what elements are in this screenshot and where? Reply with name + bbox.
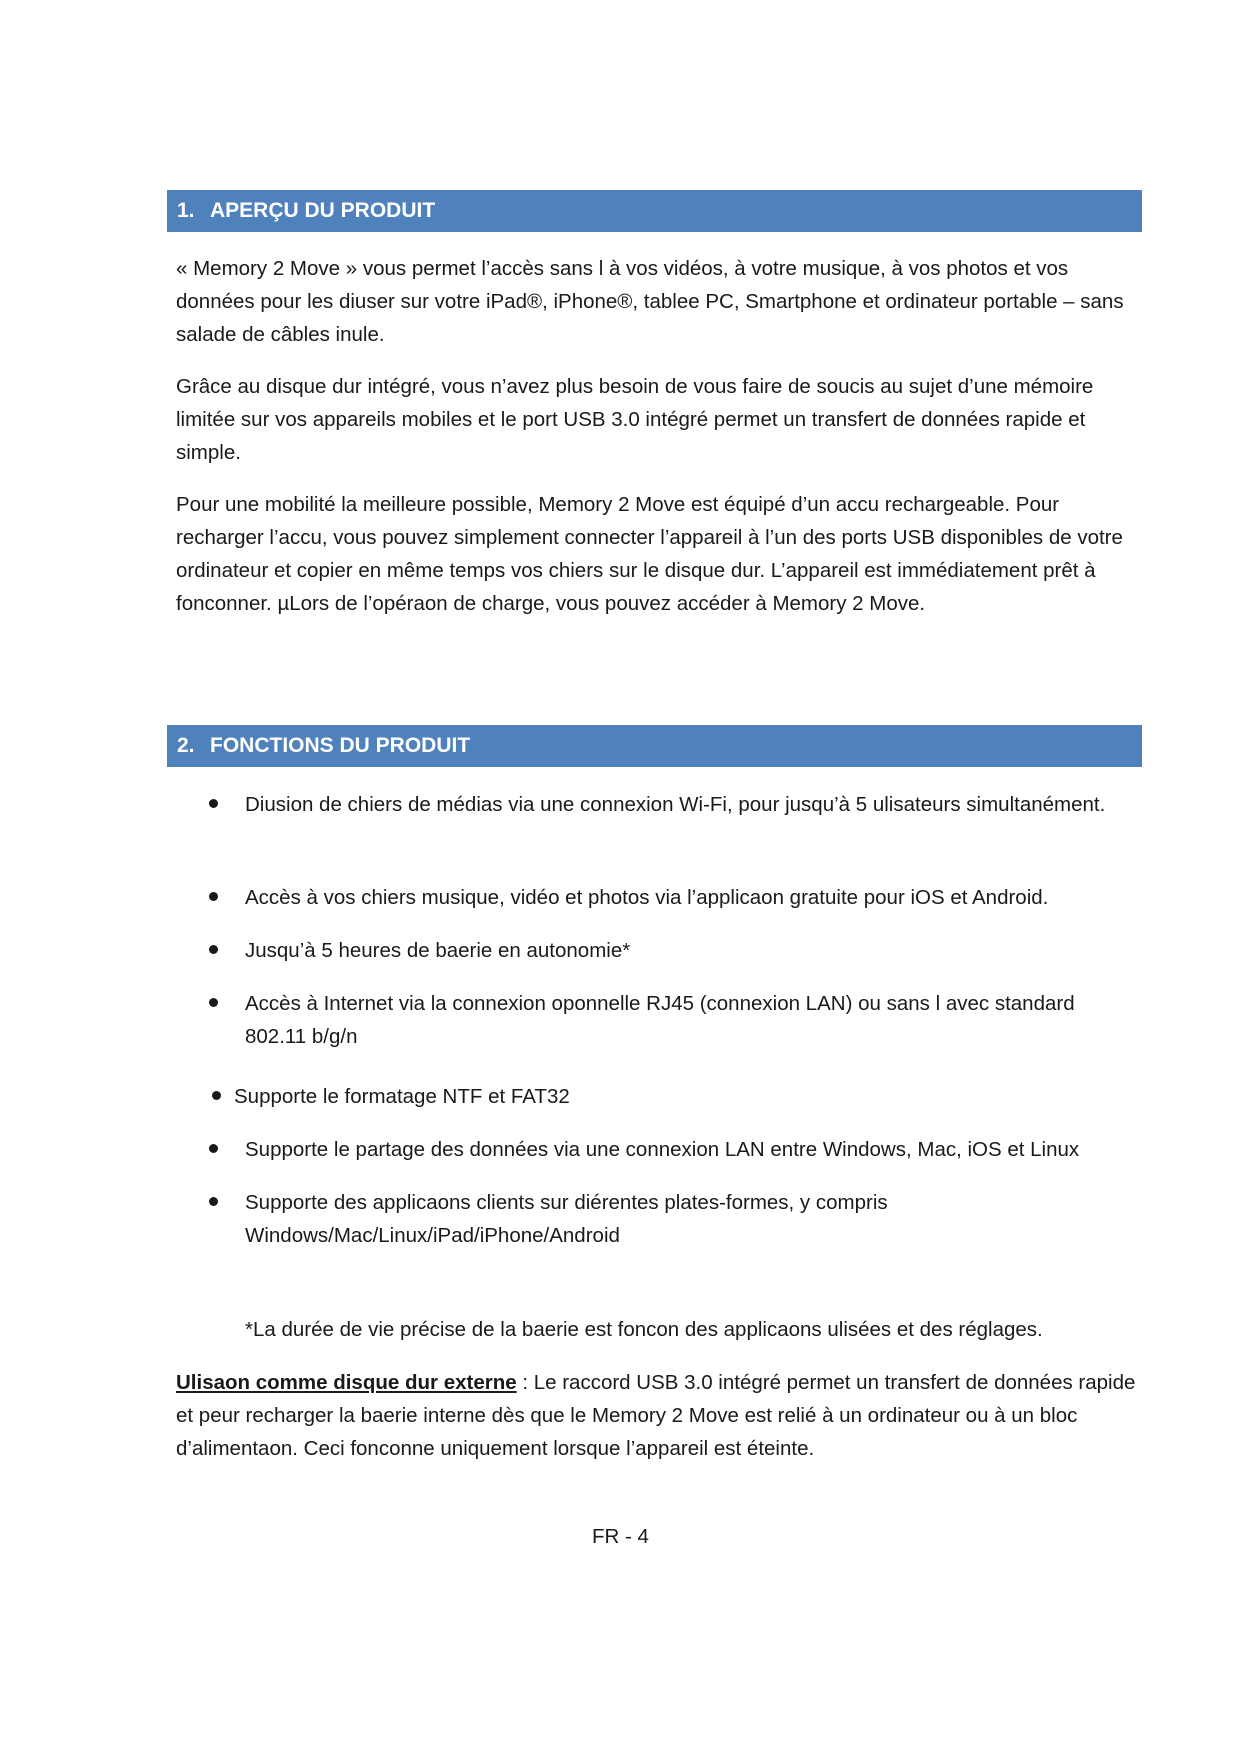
- feature-text: Accès à Internet via la connexion oponnelle RJ45 (connexion LAN) ou sans l avec standard 802.11 b/g/n: [245, 992, 1075, 1048]
- section-1-title: APERÇU DU PRODUIT: [210, 199, 436, 222]
- section-1-paragraph-2: Grâce au disque dur intégré, vous n’avez plus besoin de vous faire de soucis au sujet d’une mémoire limitée sur vos appareils mobiles et le port USB 3.0 intégré permet un transfert de données rapide et simple.: [176, 375, 1094, 464]
- bullet-icon: [209, 1197, 218, 1206]
- feature-text: Supporte des applicaons clients sur diérentes plates-formes, y compris Windows/Mac/Linux/iPad/iPhone/Android: [245, 1191, 888, 1247]
- feature-text: Accès à vos chiers musique, vidéo et photos via l’applicaon gratuite pour iOS et Android.: [245, 886, 1049, 909]
- battery-footnote: *La durée de vie précise de la baerie est foncon des applicaons ulisées et des réglages.: [245, 1318, 1043, 1341]
- bullet-icon: [209, 892, 218, 901]
- bullet-icon: [209, 1144, 218, 1153]
- section-2-title: FONCTIONS DU PRODUIT: [210, 734, 471, 757]
- section-2-number: 2.: [177, 734, 195, 757]
- feature-text: Diusion de chiers de médias via une connexion Wi-Fi, pour jusqu’à 5 ulisateurs simultanément.: [245, 793, 1106, 816]
- bullet-icon: [209, 998, 218, 1007]
- section-2-header: [167, 725, 1142, 767]
- usage-text: Le raccord USB 3.0 intégré permet un transfert de données rapide et peur recharger la baerie interne dès que le Memory 2 Move est relié à un ordinateur ou à un bloc d’alimentaon. Ceci fonconne uniquement lorsque l’appareil est éteinte.: [176, 1371, 1136, 1460]
- feature-text: Supporte le partage des données via une connexion LAN entre Windows, Mac, iOS et Linux: [245, 1138, 1080, 1161]
- section-1-header: [167, 190, 1142, 232]
- section-1-paragraph-1: « Memory 2 Move » vous permet l’accès sans l à vos vidéos, à votre musique, à vos photos et vos données pour les diuser sur votre iPad®, iPhone®, tablee PC, Smartphone et ordinateur portable – sans salade de câbles inule.: [176, 257, 1124, 346]
- usage-paragraph: [176, 1366, 1136, 1465]
- feature-text: Supporte le formatage NTF et FAT32: [234, 1085, 570, 1108]
- feature-text: Jusqu’à 5 heures de baerie en autonomie*: [245, 939, 631, 962]
- section-1-number: 1.: [177, 199, 195, 222]
- bullet-icon: [209, 799, 218, 808]
- usage-label: Ulisaon comme disque dur externe: [176, 1371, 517, 1394]
- section-1-paragraph-3: Pour une mobilité la meilleure possible, Memory 2 Move est équipé d’un accu rechargeable. Pour recharger l’accu, vous pouvez simplement connecter l’appareil à l’un des ports USB disponibles de votre ordinateur et copier en même temps vos chiers sur le disque dur. L’appareil est immédiatement prêt à fonconner. µLors de l’opéraon de charge, vous pouvez accéder à Memory 2 Move.: [176, 493, 1123, 615]
- bullet-icon: [209, 945, 218, 954]
- bullet-icon: [212, 1091, 221, 1100]
- page-number: FR - 4: [592, 1525, 649, 1548]
- usage-separator: :: [516, 1371, 534, 1394]
